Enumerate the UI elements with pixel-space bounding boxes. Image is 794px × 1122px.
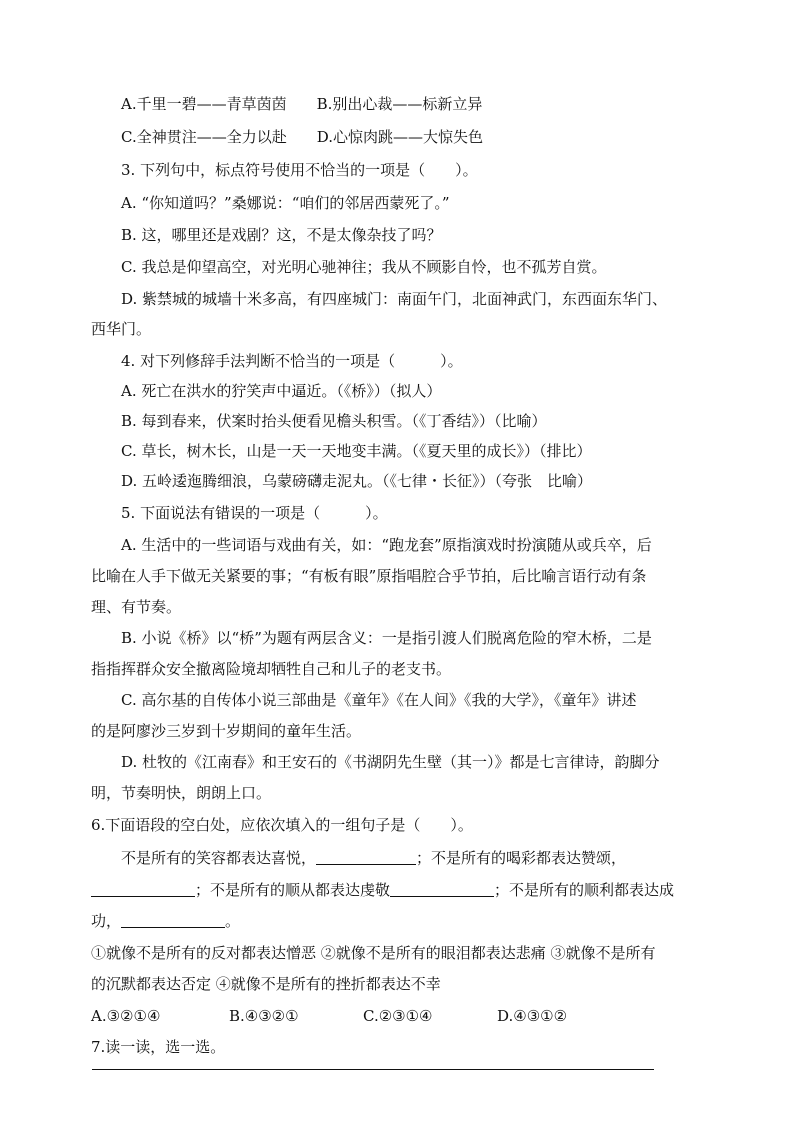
q5-option-d-line1: D. 杜牧的《江南春》和王安石的《书湖阴先生壁（其一）》都是七言律诗，韵脚分 xyxy=(121,753,660,771)
q6-passage-text: ；不是所有的顺利都表达成 xyxy=(494,881,675,899)
q4-option-d: D. 五岭逶迤腾细浪，乌蒙磅礴走泥丸。（《七律・长征》）（夸张 比喻） xyxy=(121,472,593,490)
q2-option-a: A.千里一碧——青草茵茵 xyxy=(121,95,287,113)
q6-stem: 6.下面语段的空白处，应依次填入的一组句子是（ ）。 xyxy=(91,816,473,834)
q6-blank-2[interactable] xyxy=(91,881,195,897)
q6-choices-line2: 的沉默都表达否定 ④就像不是所有的挫折都表达不幸 xyxy=(91,975,441,993)
q6-option-d: D.④③①② xyxy=(497,1007,568,1025)
q6-option-c: C.②③①④ xyxy=(363,1007,433,1025)
q7-stem: 7.读一读，选一选。 xyxy=(91,1038,226,1056)
q4-stem: 4. 对下列修辞手法判断不恰当的一项是（ ）。 xyxy=(121,352,463,370)
q6-passage-text: 不是所有的笑容都表达喜悦， xyxy=(121,849,317,867)
q5-option-a-line3: 理、有节奏。 xyxy=(91,598,182,616)
q6-passage-line1 xyxy=(121,848,626,868)
q5-option-b-line1: B. 小说《桥》以“桥”为题有两层含义：一是指引渡人们脱离危险的窄木桥，二是 xyxy=(121,629,652,647)
q3-option-b: B. 这，哪里还是戏剧？这，不是太像杂技了吗？ xyxy=(121,226,442,244)
q6-passage-text: ；不是所有的顺从都表达虔敬 xyxy=(195,881,391,899)
q6-choices-line1: ①就像不是所有的反对都表达憎恶 ②就像不是所有的眼泪都表达悲痛 ③就像不是所有 xyxy=(91,944,656,962)
q4-option-a: A. 死亡在洪水的狞笑声中逼近。（《桥》）（拟人） xyxy=(121,382,442,400)
q2-option-b: B.别出心裁——标新立异 xyxy=(316,95,483,113)
q4-option-b: B. 每到春来，伏案时抬头便看见檐头积雪。（《丁香结》）（比喻） xyxy=(121,412,547,430)
q6-passage-line3 xyxy=(91,911,240,931)
q6-passage-text: 。 xyxy=(225,912,241,930)
q6-passage-text: 功， xyxy=(91,912,122,930)
q5-option-c-line2: 的是阿廖沙三岁到十岁期间的童年生活。 xyxy=(91,722,362,740)
q5-stem: 5. 下面说法有错误的一项是（ ）。 xyxy=(121,504,388,522)
q6-passage-text: ；不是所有的喝彩都表达赞颂， xyxy=(416,849,627,867)
q3-option-d-line2: 西华门。 xyxy=(91,320,152,338)
q6-blank-1[interactable] xyxy=(316,849,416,865)
q6-blank-4[interactable] xyxy=(121,912,225,928)
q3-stem: 3. 下列句中，标点符号使用不恰当的一项是（ ）。 xyxy=(121,161,478,179)
q5-option-d-line2: 明，节奏明快，朗朗上口。 xyxy=(91,784,272,802)
q2-options-row2 xyxy=(121,127,483,147)
q6-option-b: B.④③②① xyxy=(229,1007,299,1025)
q2-option-d: D.心惊肉跳——大惊失色 xyxy=(316,128,483,146)
q5-option-b-line2: 指指挥群众安全撤离险境却牺牲自己和儿子的老支书。 xyxy=(91,660,452,678)
horizontal-rule xyxy=(92,1069,654,1070)
q2-options-row1 xyxy=(121,94,482,114)
q2-option-c: C.全神贯注——全力以赴 xyxy=(121,128,287,146)
q6-passage-line2 xyxy=(91,880,674,900)
q5-option-a-line1: A. 生活中的一些词语与戏曲有关，如：“跑龙套”原指演戏时扮演随从或兵卒，后 xyxy=(121,536,652,554)
q3-option-c: C. 我总是仰望高空，对光明心驰神往；我从不顾影自怜，也不孤芳自赏。 xyxy=(121,258,607,276)
q6-option-a: A.③②①④ xyxy=(91,1007,161,1025)
q5-option-a-line2: 比喻在人手下做无关紧要的事；“有板有眼”原指唱腔合乎节拍，后比喻言语行动有条 xyxy=(91,567,647,585)
q3-option-d-line1: D. 紫禁城的城墙十米多高，有四座城门：南面午门，北面神武门，东西面东华门、 xyxy=(121,290,668,308)
q3-option-a: A. “你知道吗？”桑娜说：“咱们的邻居西蒙死了。” xyxy=(121,194,450,212)
q6-blank-3[interactable] xyxy=(390,881,494,897)
q4-option-c: C. 草长，树木长，山是一天一天地变丰满。（《夏天里的成长》）（排比） xyxy=(121,442,592,460)
q5-option-c-line1: C. 高尔基的自传体小说三部曲是《童年》《在人间》《我的大学》，《童年》讲述 xyxy=(121,691,637,709)
